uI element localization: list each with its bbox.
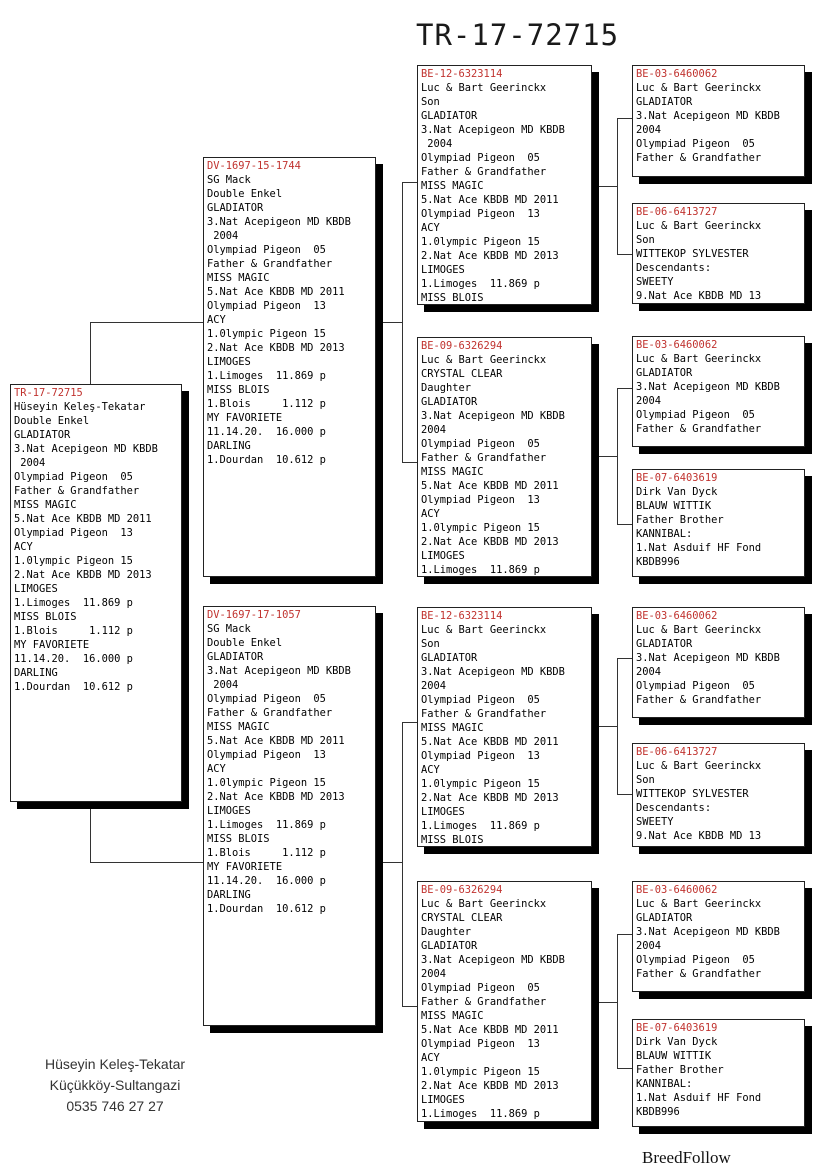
pedigree-line: LIMOGES (421, 806, 465, 818)
subject-card[interactable] (10, 384, 182, 802)
pedigree-line: Olympiad Pigeon 05 (636, 680, 755, 692)
pedigree-line: Olympiad Pigeon 05 (421, 982, 540, 994)
pedigree-line: Father & Grandfather (636, 968, 762, 980)
pedigree-line: Son (421, 96, 440, 108)
pedigree-line: Dirk Van Dyck (636, 1036, 718, 1048)
pedigree-line: 5.Nat Ace KBDB MD 2011 (14, 513, 152, 525)
pedigree-line: MISS MAGIC (421, 722, 484, 734)
ring-number: BE-06-6413727 (636, 746, 718, 758)
pedigree-line: 3.Nat Acepigeon MD KBDB (636, 381, 780, 393)
pedigree-line: GLADIATOR (207, 651, 264, 663)
pedigree-line: Olympiad Pigeon 05 (421, 152, 540, 164)
pedigree-line: Olympiad Pigeon 13 (207, 749, 326, 761)
pedigree-line: 2.Nat Ace KBDB MD 2013 (421, 792, 559, 804)
pedigree-line: LIMOGES (207, 356, 251, 368)
connector-line (402, 1006, 418, 1007)
pedigree-line: Luc & Bart Geerinckx (636, 353, 762, 365)
pedigree-line: 5.Nat Ace KBDB MD 2011 (421, 736, 559, 748)
pedigree-line: MISS BLOIS (207, 384, 270, 396)
pedigree-line: 1.Limoges 11.869 p (421, 564, 540, 576)
pedigree-line: KANNIBAL: (636, 528, 693, 540)
pedigree-line: Olympiad Pigeon 13 (421, 494, 540, 506)
pedigree-line: MY FAVORIETE (207, 861, 283, 873)
pedigree-line: Luc & Bart Geerinckx (636, 82, 762, 94)
pedigree-line: 2.Nat Ace KBDB MD 2013 (14, 569, 152, 581)
pedigree-line: 5.Nat Ace KBDB MD 2011 (207, 735, 345, 747)
pedigree-line: Father & Grandfather (207, 707, 333, 719)
pedigree-line: Father & Grandfather (421, 996, 547, 1008)
pedigree-line: Dirk Van Dyck (636, 486, 718, 498)
breeder-name: Hüseyin Keleş-Tekatar (44, 1056, 186, 1072)
ring-number: BE-09-6326294 (421, 884, 503, 896)
pedigree-line: Olympiad Pigeon 13 (421, 750, 540, 762)
ring-number: BE-03-6460062 (636, 68, 718, 80)
pedigree-line: SWEETY (636, 276, 674, 288)
connector-line (617, 934, 618, 1068)
pedigree-line: ACY (207, 314, 226, 326)
pedigree-line: Luc & Bart Geerinckx (421, 82, 547, 94)
pedigree-line: 9.Nat Ace KBDB MD 13 (636, 830, 762, 842)
pedigree-line: 5.Nat Ace KBDB MD 2011 (421, 480, 559, 492)
pedigree-line: GLADIATOR (421, 940, 478, 952)
pedigree-line: 1.Limoges 11.869 p (421, 1108, 540, 1120)
pedigree-line: MISS BLOIS (421, 834, 484, 846)
pedigree-line: MISS MAGIC (14, 499, 77, 511)
ring-number: BE-03-6460062 (636, 884, 718, 896)
connector-line (90, 862, 204, 863)
pedigree-line: 1.Blois 1.112 p (207, 398, 326, 410)
ring-number: BE-12-6323114 (421, 610, 503, 622)
pedigree-line: BLAUW WITTIK (636, 1050, 712, 1062)
pedigree-line: 5.Nat Ace KBDB MD 2011 (207, 286, 345, 298)
pedigree-line: Father & Grandfather (421, 452, 547, 464)
pedigree-line: MISS MAGIC (421, 180, 484, 192)
pedigree-line: 1.Dourdan 10.612 p (207, 454, 326, 466)
connector-line (402, 722, 418, 723)
ssd-card[interactable] (632, 203, 805, 304)
connector-line (617, 794, 633, 795)
pedigree-line: Olympiad Pigeon 05 (636, 954, 755, 966)
sire-dam-card[interactable] (417, 337, 592, 577)
connector-line (90, 808, 91, 862)
pedigree-line: MISS MAGIC (421, 466, 484, 478)
ring-number: BE-07-6403619 (636, 1022, 718, 1034)
pedigree-line: GLADIATOR (421, 652, 478, 664)
pedigree-line: WITTEKOP SYLVESTER (636, 788, 749, 800)
connector-line (617, 388, 618, 524)
pedigree-line: 3.Nat Acepigeon MD KBDB (636, 110, 780, 122)
pedigree-line: GLADIATOR (421, 396, 478, 408)
pedigree-line: LIMOGES (207, 805, 251, 817)
pedigree-line: Descendants: (636, 262, 712, 274)
pedigree-line: Olympiad Pigeon 05 (207, 244, 326, 256)
pedigree-line: Olympiad Pigeon 13 (207, 300, 326, 312)
pedigree-line: 2004 (421, 680, 447, 692)
pedigree-line: GLADIATOR (636, 96, 693, 108)
pedigree-line: MY FAVORIETE (207, 412, 283, 424)
ring-number: TR-17-72715 (14, 387, 83, 399)
breeder-phone: 0535 746 27 27 (66, 1098, 164, 1114)
pedigree-line: 5.Nat Ace KBDB MD 2011 (421, 194, 559, 206)
pedigree-line: 3.Nat Acepigeon MD KBDB (14, 443, 158, 455)
pedigree-line: Father Brother (636, 514, 724, 526)
pedigree-line: Luc & Bart Geerinckx (636, 760, 762, 772)
pedigree-line: 1.Limoges 11.869 p (421, 820, 540, 832)
pedigree-line: Daughter (421, 382, 472, 394)
connector-line (592, 1002, 617, 1003)
pedigree-line: WITTEKOP SYLVESTER (636, 248, 749, 260)
pedigree-line: 1.0lympic Pigeon 15 (421, 522, 540, 534)
pedigree-line: 1.Limoges 11.869 p (14, 597, 133, 609)
pedigree-line: 1.Blois 1.112 p (207, 847, 326, 859)
pedigree-line: Father Brother (636, 1064, 724, 1076)
pedigree-line: Luc & Bart Geerinckx (421, 354, 547, 366)
connector-line (617, 254, 633, 255)
pedigree-line: 2004 (636, 940, 662, 952)
pedigree-line: Luc & Bart Geerinckx (636, 220, 762, 232)
connector-line (402, 722, 403, 1006)
pedigree-line: Daughter (421, 926, 472, 938)
pedigree-line: ACY (421, 222, 440, 234)
pedigree-line: Luc & Bart Geerinckx (636, 624, 762, 636)
pedigree-line: MY FAVORIETE (14, 639, 90, 651)
pedigree-line: 2004 (14, 457, 46, 469)
pedigree-line: Luc & Bart Geerinckx (421, 898, 547, 910)
pedigree-line: MISS MAGIC (207, 721, 270, 733)
pedigree-line: Olympiad Pigeon 13 (14, 527, 133, 539)
pedigree-line: MISS BLOIS (207, 833, 270, 845)
connector-line (617, 388, 633, 389)
pedigree-line: 1.Limoges 11.869 p (207, 819, 326, 831)
ring-number: BE-12-6323114 (421, 68, 503, 80)
breeder-location: Küçükköy-Sultangazi (49, 1077, 181, 1093)
sire-card[interactable] (203, 157, 376, 577)
pedigree-line: 2004 (636, 666, 662, 678)
pedigree-line: LIMOGES (421, 550, 465, 562)
connector-line (617, 934, 633, 935)
pedigree-line: SWEETY (636, 816, 674, 828)
connector-line (376, 862, 402, 863)
pedigree-line: 1.0lympic Pigeon 15 (207, 777, 326, 789)
pedigree-line: 2004 (421, 968, 447, 980)
pedigree-line: ACY (421, 508, 440, 520)
pedigree-line: LIMOGES (421, 264, 465, 276)
pedigree-line: 1.Limoges 11.869 p (421, 278, 540, 290)
dds-card[interactable] (632, 881, 805, 992)
pedigree-line: 1.Dourdan 10.612 p (207, 903, 326, 915)
pedigree-line: Descendants: (636, 802, 712, 814)
ddd-card[interactable] (632, 1019, 805, 1127)
pedigree-line: Son (421, 638, 440, 650)
pedigree-line: Olympiad Pigeon 05 (636, 138, 755, 150)
connector-line (592, 726, 617, 727)
pedigree-line: SG Mack (207, 623, 251, 635)
pedigree-line: Father & Grandfather (207, 258, 333, 270)
pedigree-line: 11.14.20. 16.000 p (207, 426, 326, 438)
connector-line (617, 1068, 633, 1069)
connector-line (617, 118, 633, 119)
pedigree-line: Double Enkel (14, 415, 90, 427)
dss-card[interactable] (632, 607, 805, 718)
pedigree-line: ACY (14, 541, 33, 553)
dam-card[interactable] (203, 606, 376, 1026)
dam-dam-card[interactable] (417, 881, 592, 1122)
dam-sire-card[interactable] (417, 607, 592, 847)
pedigree-line: 3.Nat Acepigeon MD KBDB (421, 410, 565, 422)
pedigree-line: KANNIBAL: (636, 1078, 693, 1090)
pedigree-line: 1.Dourdan 10.612 p (14, 681, 133, 693)
connector-line (402, 182, 403, 462)
pedigree-line: Olympiad Pigeon 05 (14, 471, 133, 483)
pedigree-line: 2.Nat Ace KBDB MD 2013 (421, 536, 559, 548)
sdd-card[interactable] (632, 469, 805, 577)
connector-line (617, 658, 618, 794)
pedigree-line: 2004 (636, 124, 662, 136)
pedigree-line: 1.Nat Asduif HF Fond (636, 1092, 762, 1104)
dsd-card[interactable] (632, 743, 805, 847)
pedigree-line: ACY (421, 764, 440, 776)
pedigree-line: 1.Nat Asduif HF Fond (636, 542, 762, 554)
pedigree-line: 3.Nat Acepigeon MD KBDB (207, 216, 351, 228)
pedigree-title: TR-17-72715 (416, 18, 620, 52)
pedigree-line: Olympiad Pigeon 05 (207, 693, 326, 705)
sss-card[interactable] (632, 65, 805, 177)
pedigree-line: GLADIATOR (636, 638, 693, 650)
ring-number: BE-09-6326294 (421, 340, 503, 352)
pedigree-line: 3.Nat Acepigeon MD KBDB (207, 665, 351, 677)
pedigree-line: 2.Nat Ace KBDB MD 2013 (207, 342, 345, 354)
pedigree-line: Double Enkel (207, 637, 283, 649)
pedigree-line: Son (636, 774, 655, 786)
ring-number: BE-06-6413727 (636, 206, 718, 218)
pedigree-line: Father & Grandfather (421, 708, 547, 720)
ring-number: BE-07-6403619 (636, 472, 718, 484)
pedigree-line: Father & Grandfather (14, 485, 140, 497)
ring-number: BE-03-6460062 (636, 610, 718, 622)
pedigree-line: 9.Nat Ace KBDB MD 13 (636, 290, 762, 302)
pedigree-line: 11.14.20. 16.000 p (207, 875, 326, 887)
pedigree-line: MISS BLOIS (421, 292, 484, 304)
ring-number: DV-1697-15-1744 (207, 160, 301, 172)
pedigree-line: Olympiad Pigeon 05 (636, 409, 755, 421)
pedigree-line: 5.Nat Ace KBDB MD 2011 (421, 1024, 559, 1036)
pedigree-line: MISS BLOIS (14, 611, 77, 623)
pedigree-line: GLADIATOR (636, 912, 693, 924)
pedigree-line: DARLING (207, 440, 251, 452)
pedigree-line: GLADIATOR (636, 367, 693, 379)
pedigree-line: Father & Grandfather (636, 152, 762, 164)
pedigree-line: 2004 (421, 138, 453, 150)
pedigree-line: 1.Limoges 11.869 p (207, 370, 326, 382)
sire-sire-card[interactable] (417, 65, 592, 305)
pedigree-line: DARLING (207, 889, 251, 901)
pedigree-line: 2004 (207, 679, 239, 691)
pedigree-line: 2.Nat Ace KBDB MD 2013 (421, 1080, 559, 1092)
pedigree-line: Olympiad Pigeon 05 (421, 694, 540, 706)
pedigree-line: KBDB996 (636, 556, 680, 568)
ring-number: BE-03-6460062 (636, 339, 718, 351)
connector-line (376, 322, 402, 323)
pedigree-line: Father & Grandfather (636, 423, 762, 435)
pedigree-line: Luc & Bart Geerinckx (636, 898, 762, 910)
connector-line (592, 456, 617, 457)
connector-line (617, 524, 633, 525)
connector-line (90, 322, 91, 384)
connector-line (617, 118, 618, 254)
pedigree-line: 3.Nat Acepigeon MD KBDB (421, 954, 565, 966)
pedigree-line: 1.0lympic Pigeon 15 (421, 1066, 540, 1078)
connector-line (592, 186, 617, 187)
pedigree-line: 2004 (421, 424, 447, 436)
pedigree-line: CRYSTAL CLEAR (421, 368, 503, 380)
connector-line (402, 462, 418, 463)
sds-card[interactable] (632, 336, 805, 447)
pedigree-line: 2.Nat Ace KBDB MD 2013 (421, 250, 559, 262)
pedigree-line: Luc & Bart Geerinckx (421, 624, 547, 636)
connector-line (617, 658, 633, 659)
pedigree-line: Father & Grandfather (636, 694, 762, 706)
pedigree-line: 1.0lympic Pigeon 15 (207, 328, 326, 340)
pedigree-line: SG Mack (207, 174, 251, 186)
pedigree-line: BLAUW WITTIK (636, 500, 712, 512)
breeder-info (30, 1054, 200, 1117)
connector-line (90, 322, 204, 323)
pedigree-line: Double Enkel (207, 188, 283, 200)
pedigree-line: 1.0lympic Pigeon 15 (14, 555, 133, 567)
pedigree-line: Father & Grandfather (421, 166, 547, 178)
pedigree-line: 2.Nat Ace KBDB MD 2013 (207, 791, 345, 803)
pedigree-line: GLADIATOR (207, 202, 264, 214)
pedigree-line: MISS MAGIC (421, 1010, 484, 1022)
pedigree-line: 2004 (207, 230, 239, 242)
pedigree-line: CRYSTAL CLEAR (421, 912, 503, 924)
pedigree-line: 3.Nat Acepigeon MD KBDB (636, 926, 780, 938)
pedigree-line: Hüseyin Keleş-Tekatar (14, 401, 146, 413)
pedigree-line: 1.0lympic Pigeon 15 (421, 236, 540, 248)
pedigree-line: DARLING (14, 667, 58, 679)
brand-logo: BreedFollow (642, 1148, 731, 1167)
pedigree-line: MISS MAGIC (207, 272, 270, 284)
connector-line (402, 182, 418, 183)
pedigree-line: Olympiad Pigeon 13 (421, 1038, 540, 1050)
ring-number: DV-1697-17-1057 (207, 609, 301, 621)
pedigree-line: 11.14.20. 16.000 p (14, 653, 133, 665)
pedigree-line: GLADIATOR (421, 110, 478, 122)
pedigree-line: 1.0lympic Pigeon 15 (421, 778, 540, 790)
pedigree-line: LIMOGES (421, 1094, 465, 1106)
pedigree-line: ACY (421, 1052, 440, 1064)
pedigree-line: GLADIATOR (14, 429, 71, 441)
pedigree-line: Olympiad Pigeon 13 (421, 208, 540, 220)
pedigree-line: 3.Nat Acepigeon MD KBDB (421, 666, 565, 678)
pedigree-line: KBDB996 (636, 1106, 680, 1118)
pedigree-line: LIMOGES (14, 583, 58, 595)
pedigree-line: 3.Nat Acepigeon MD KBDB (636, 652, 780, 664)
pedigree-line: 2004 (636, 395, 662, 407)
pedigree-line: ACY (207, 763, 226, 775)
pedigree-line: Olympiad Pigeon 05 (421, 438, 540, 450)
pedigree-line: 3.Nat Acepigeon MD KBDB (421, 124, 565, 136)
pedigree-line: Son (636, 234, 655, 246)
pedigree-line: 1.Blois 1.112 p (14, 625, 133, 637)
